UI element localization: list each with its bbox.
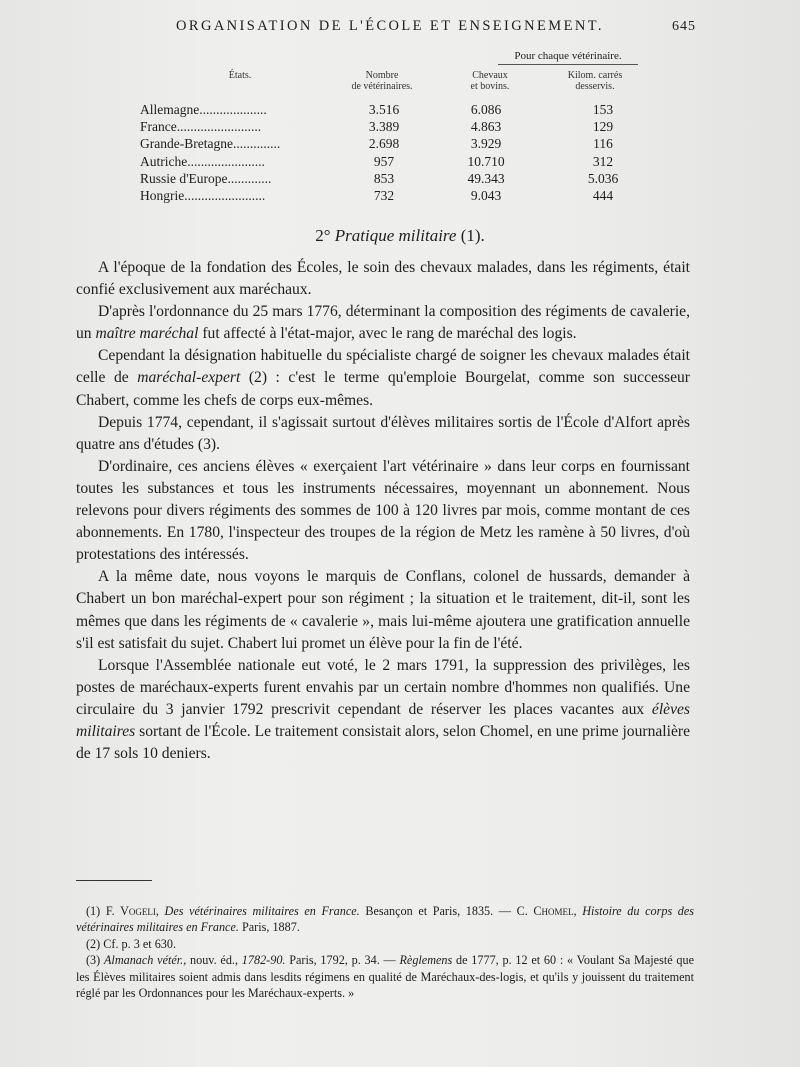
cell-state: Hongrie........................ <box>140 187 266 203</box>
column-header-horses-line1: Chevaux <box>472 70 508 81</box>
section-number: 2° <box>315 226 331 245</box>
cell-horses: 49.343 <box>467 170 505 186</box>
cell-horses: 6.086 <box>470 102 502 117</box>
table-row <box>110 119 670 136</box>
paragraph: Depuis 1774, cependant, il s'agissait surtout d'élèves militaires sortis de l'École d'Alfort après quatre ans d'études (3). <box>76 413 690 453</box>
table-group-header: Pour chaque vétérinaire. <box>498 50 638 65</box>
column-header-state: États. <box>228 70 252 81</box>
footnote-1 <box>76 903 694 936</box>
paragraph-text: Cependant la désignation habituelle du spécialiste chargé de soigner les chevaux malades était celle de <box>76 347 690 387</box>
paragraph-text: (2) : c'est le terme qu'emploie Bourgelat, comme son successeur Chabert, comme les chefs de corps eux-mêmes. <box>76 369 690 409</box>
paragraph: A l'époque de la fondation des Écoles, le soin des chevaux malades, dans les régiments, était confié exclusivement aux maréchaux. <box>76 259 690 299</box>
footnote-title: Almanach vétér. <box>103 953 184 968</box>
cell-state: Autriche....................... <box>140 153 265 169</box>
column-header-horses <box>450 70 530 92</box>
cell-vets: 3.389 <box>368 119 400 135</box>
cell-km: 312 <box>592 153 614 169</box>
footnote-text: , nouv. éd., <box>183 953 242 968</box>
cell-vets: 3.516 <box>368 102 400 117</box>
cell-vets: 853 <box>373 170 395 186</box>
paragraph <box>76 345 690 411</box>
cell-km: 129 <box>592 119 614 135</box>
cell-horses: 3.929 <box>470 136 502 152</box>
section-title-text: Pratique militaire <box>334 226 457 245</box>
footnote-text: Besançon et Paris, 1835. — <box>365 904 517 918</box>
paragraph-text: sortant de l'École. Le traitement consistait alors, selon Chomel, en une prime journalière de 17 sols 10 deniers. <box>76 722 690 763</box>
cell-vets: 957 <box>373 153 395 169</box>
column-header-vets-line1: Nombre <box>365 70 399 81</box>
cell-horses: 10.710 <box>467 153 505 169</box>
paragraph-text: D'après l'ordonnance du 25 mars 1776, déterminant la composition des régiments de cavalerie, un <box>76 303 690 343</box>
running-header <box>176 18 696 35</box>
footnote-title: 1782-90. <box>241 953 286 968</box>
footnote-author: F. Vogeli, <box>105 904 159 918</box>
paragraph: D'ordinaire, ces anciens élèves « exerçaient l'art vétérinaire » dans leur corps en fournissant toutes les substances et tous les instruments nécessaires, moyennant un abonnement. Nous relevons pour divers régiments des sommes de 100 à 120 livres par mois, comme montant de ces abonnements. En 1780, l'inspecteur des troupes de la région de Metz les ramène à 50 livres, d'où protestations des intéressés. <box>76 457 690 564</box>
footnote-title: Des vétérinaires militaires en France. <box>164 904 360 918</box>
column-header-km <box>545 70 645 92</box>
footnote-number: (3) <box>86 953 101 968</box>
footnote-divider <box>76 880 152 881</box>
section-heading <box>0 226 800 246</box>
paragraph <box>76 301 690 345</box>
emphasis-text: maître maréchal <box>95 325 199 343</box>
paragraph-text: fut affecté à l'état-major, avec le rang de maréchal des logis. <box>198 325 577 343</box>
table-row <box>110 171 670 188</box>
cell-km: 5.036 <box>587 170 619 186</box>
footnote-2: (2) Cf. p. 3 et 630. <box>86 936 177 951</box>
footnote-title: Règlemens <box>399 953 453 968</box>
footnote-text: Paris, 1887. <box>241 920 300 935</box>
column-header-horses-line2: et bovins. <box>470 81 510 92</box>
cell-horses: 9.043 <box>470 187 502 203</box>
table-row <box>110 102 670 119</box>
footnote-text: Paris, 1792, p. 34. — <box>285 953 400 968</box>
column-header-km-line2: desservis. <box>575 81 615 92</box>
running-title: ORGANISATION DE L'ÉCOLE ET ENSEIGNEMENT. <box>176 18 604 34</box>
column-header-vets-line2: de vétérinaires. <box>351 81 413 92</box>
page-number: 645 <box>672 19 696 34</box>
paragraph <box>76 655 690 765</box>
footnote-text: de 1777, p. 12 et 60 : « Voulant Sa Majesté que les Élèves militaires soient admis dans lesdits régimens en qualité de Maréchaux-des-logis, et qu'ils y jouissent du traitement réglé par les Ordonnances pour les Maréchaux-experts. » <box>76 953 694 1001</box>
cell-state: France......................... <box>140 119 262 135</box>
body-text <box>76 257 690 765</box>
footnote-author: C. Chomel, <box>516 904 577 918</box>
emphasis-text: maréchal-expert <box>137 369 241 387</box>
emphasis-text: élèves militaires <box>76 700 690 740</box>
column-header-vets <box>332 70 432 92</box>
footnote-title: Histoire du corps des vétérinaires militaires en France. <box>76 904 695 935</box>
table-row <box>110 136 670 153</box>
cell-state: Russie d'Europe............. <box>140 170 272 186</box>
cell-state: Grande-Bretagne.............. <box>140 136 281 152</box>
cell-vets: 732 <box>373 187 395 203</box>
table-row <box>110 154 670 171</box>
cell-horses: 4.863 <box>470 119 502 135</box>
column-header-km-line1: Kilom. carrés <box>567 70 623 81</box>
paragraph: A la même date, nous voyons le marquis de Conflans, colonel de hussards, demander à Chabert un bon maréchal-expert pour son régiment ; la situation et le traitement, dit-il, sont les mêmes que dans les régiments de « cavalerie », mais lui-même ajoutera une gratification annuelle s'il est satisfait du sujet. Chabert lui promet un élève pour la fin de l'été. <box>76 568 690 652</box>
cell-km: 153 <box>592 102 614 117</box>
footnotes <box>76 903 694 1001</box>
section-footnote-ref: (1). <box>460 226 485 245</box>
paragraph-text: Lorsque l'Assemblée nationale eut voté, le 2 mars 1791, la suppression des privilèges, les postes de maréchaux-experts furent envahis par un certain nombre d'hommes non qualifiés. Une circulaire du 3 janvier 1792 prescrivit cependant de réserver les places vacantes aux <box>76 656 690 718</box>
footnote-number: (1) <box>86 904 101 918</box>
table-body <box>110 102 670 205</box>
cell-state: Allemagne.................... <box>140 102 267 117</box>
cell-vets: 2.698 <box>368 136 400 152</box>
footnote-3 <box>76 952 694 1001</box>
cell-km: 444 <box>592 187 614 203</box>
cell-km: 116 <box>593 136 613 152</box>
table-row <box>110 188 670 205</box>
